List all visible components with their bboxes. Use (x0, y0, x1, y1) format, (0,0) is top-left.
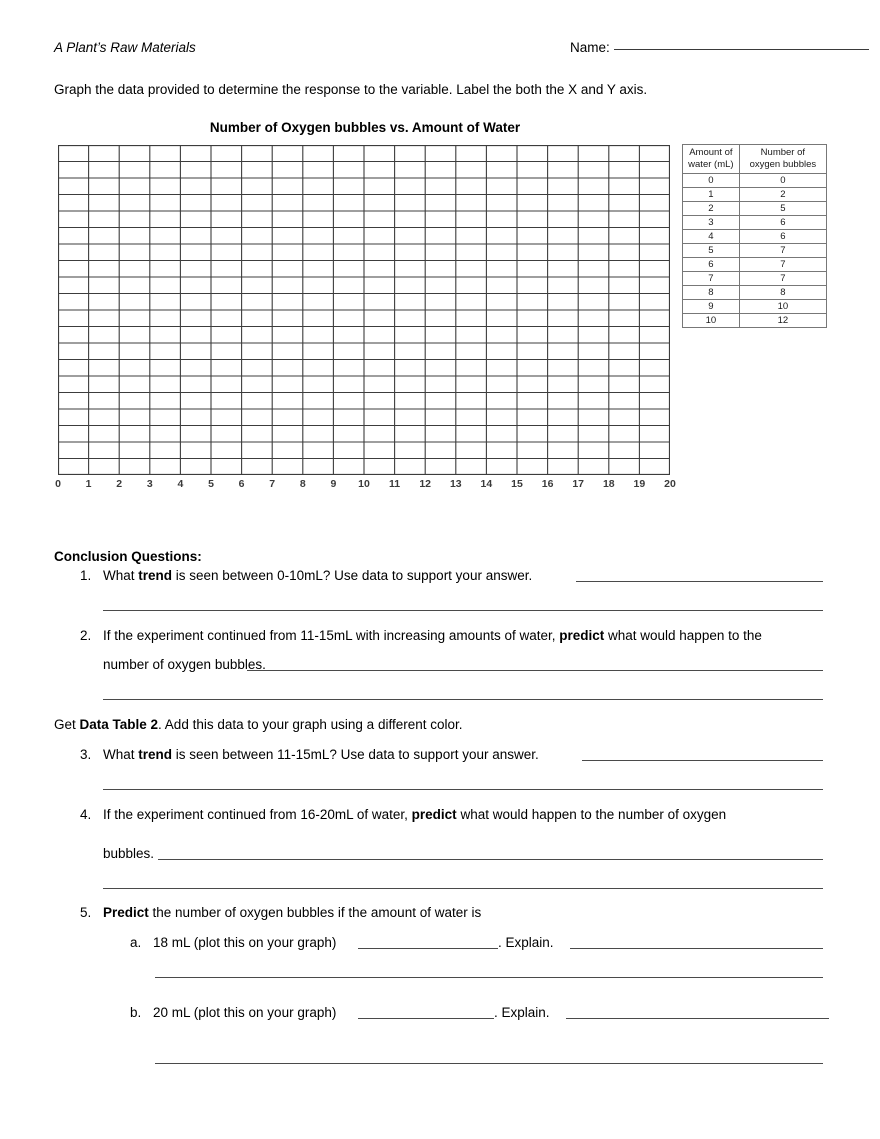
x-tick-0: 0 (55, 478, 61, 490)
cell-bubbles-0: 0 (739, 174, 826, 188)
question-5b (130, 1005, 336, 1020)
data-table-2-instruction: Get Data Table 2. Add this data to your graph using a different color. (54, 717, 463, 732)
header-line-2: oxygen bubbles (749, 159, 817, 170)
table-row (683, 286, 827, 300)
table-row (683, 216, 827, 230)
question-3-number: 3. (80, 747, 92, 762)
x-tick-1: 1 (85, 478, 92, 490)
cell-water-4: 4 (683, 230, 740, 244)
question-1-answer-line-1[interactable] (576, 581, 823, 582)
question-2-text-line-2: number of oxygen bubbles. (103, 657, 266, 672)
question-1-answer-line-2[interactable] (103, 610, 823, 611)
question-5b-value-line[interactable] (358, 1018, 494, 1019)
x-tick-8: 8 (299, 478, 306, 490)
x-tick-19: 19 (633, 478, 646, 490)
table-row (683, 230, 827, 244)
question-1-text: What trend is seen between 0-10mL? Use data to support your answer. (103, 568, 533, 583)
cell-bubbles-4: 6 (739, 230, 826, 244)
question-5b-explain-label: . Explain. (494, 1005, 550, 1020)
table-row (683, 244, 827, 258)
question-5b-explain-line-2[interactable] (155, 1063, 823, 1064)
question-1 (80, 568, 532, 583)
x-tick-14: 14 (480, 478, 493, 490)
header-line-2: water (mL) (688, 159, 734, 170)
cell-bubbles-8: 8 (739, 286, 826, 300)
question-5 (80, 905, 481, 920)
question-5b-number: b. (130, 1005, 142, 1020)
header-line-1: Amount of (689, 147, 733, 158)
table-header-oxygen-bubbles (739, 145, 826, 174)
question-5-number: 5. (80, 905, 92, 920)
table-row (683, 314, 827, 328)
x-tick-13: 13 (449, 478, 462, 490)
x-tick-7: 7 (269, 478, 276, 490)
question-5-text: Predict the number of oxygen bubbles if the amount of water is (103, 905, 482, 920)
x-tick-11: 11 (389, 478, 401, 490)
question-3-text: What trend is seen between 11-15mL? Use data to support your answer. (103, 747, 539, 762)
question-4-answer-line-1[interactable] (158, 859, 823, 860)
question-5a-explain-line-2[interactable] (155, 977, 823, 978)
table-row (683, 300, 827, 314)
cell-bubbles-9: 10 (739, 300, 826, 314)
question-5a-explain-label: . Explain. (498, 935, 554, 950)
question-4-answer-line-2[interactable] (103, 888, 823, 889)
table-row (683, 188, 827, 202)
question-2 (80, 628, 762, 643)
x-tick-9: 9 (330, 478, 337, 490)
cell-bubbles-10: 12 (739, 314, 826, 328)
cell-water-7: 7 (683, 272, 740, 286)
question-5a-value-line[interactable] (358, 948, 498, 949)
cell-water-8: 8 (683, 286, 740, 300)
table-row (683, 202, 827, 216)
cell-water-9: 9 (683, 300, 740, 314)
x-tick-12: 12 (419, 478, 432, 490)
question-5a-explain-line-1[interactable] (570, 948, 823, 949)
cell-bubbles-7: 7 (739, 272, 826, 286)
cell-bubbles-1: 2 (739, 188, 826, 202)
cell-bubbles-6: 7 (739, 258, 826, 272)
x-tick-2: 2 (116, 478, 123, 490)
page-title: A Plant’s Raw Materials (54, 40, 196, 55)
x-tick-15: 15 (511, 478, 523, 490)
cell-water-1: 1 (683, 188, 740, 202)
x-tick-18: 18 (602, 478, 615, 490)
x-tick-10: 10 (358, 478, 370, 490)
question-5a-number: a. (130, 935, 142, 950)
header-line-1: Number of (760, 147, 806, 158)
x-tick-6: 6 (238, 478, 245, 490)
cell-bubbles-2: 5 (739, 202, 826, 216)
question-5a (130, 935, 336, 950)
table-header-amount-of-water (683, 145, 740, 174)
question-1-number: 1. (80, 568, 92, 583)
x-tick-5: 5 (208, 478, 214, 490)
question-3-answer-line-1[interactable] (582, 760, 823, 761)
cell-bubbles-5: 7 (739, 244, 826, 258)
graph-grid[interactable] (58, 145, 670, 475)
x-tick-20: 20 (664, 478, 676, 490)
table-row (683, 258, 827, 272)
cell-water-6: 6 (683, 258, 740, 272)
x-tick-3: 3 (146, 478, 153, 490)
question-2-text-line-1: If the experiment continued from 11-15mL with increasing amounts of water, predict what would happen to the (103, 628, 762, 643)
data-table-1 (682, 144, 827, 328)
conclusion-questions-heading: Conclusion Questions: (54, 549, 202, 564)
x-axis-tick-labels (55, 478, 676, 494)
question-3-answer-line-2[interactable] (103, 789, 823, 790)
question-5a-text: 18 mL (plot this on your graph) (153, 935, 337, 950)
instruction-text: Graph the data provided to determine the response to the variable. Label the both the X and Y axis. (54, 82, 648, 97)
question-2-number: 2. (80, 628, 92, 643)
cell-water-0: 0 (683, 174, 740, 188)
cell-water-2: 2 (683, 202, 740, 216)
x-tick-4: 4 (177, 478, 184, 490)
table-row (683, 174, 827, 188)
table-row (683, 272, 827, 286)
table-header-row (683, 145, 827, 174)
x-tick-16: 16 (541, 478, 554, 490)
question-4-text-line-1: If the experiment continued from 16-20mL of water, predict what would happen to the number of oxygen (103, 807, 727, 822)
question-4 (80, 807, 726, 822)
cell-water-5: 5 (683, 244, 740, 258)
question-5b-explain-line-1[interactable] (566, 1018, 829, 1019)
question-2-answer-line-1[interactable] (247, 670, 823, 671)
x-tick-17: 17 (572, 478, 585, 490)
question-5b-text: 20 mL (plot this on your graph) (153, 1005, 337, 1020)
name-write-in-line[interactable] (614, 49, 869, 50)
question-3 (80, 747, 539, 762)
question-4-number: 4. (80, 807, 92, 822)
cell-bubbles-3: 6 (739, 216, 826, 230)
cell-water-10: 10 (683, 314, 740, 328)
cell-water-3: 3 (683, 216, 740, 230)
question-4-text-line-2: bubbles. (103, 846, 155, 861)
name-label: Name: (570, 40, 610, 55)
question-2-answer-line-2[interactable] (103, 699, 823, 700)
name-field-group (570, 40, 869, 55)
chart-title: Number of Oxygen bubbles vs. Amount of Water (209, 120, 521, 135)
graph-grid-svg (58, 145, 670, 475)
